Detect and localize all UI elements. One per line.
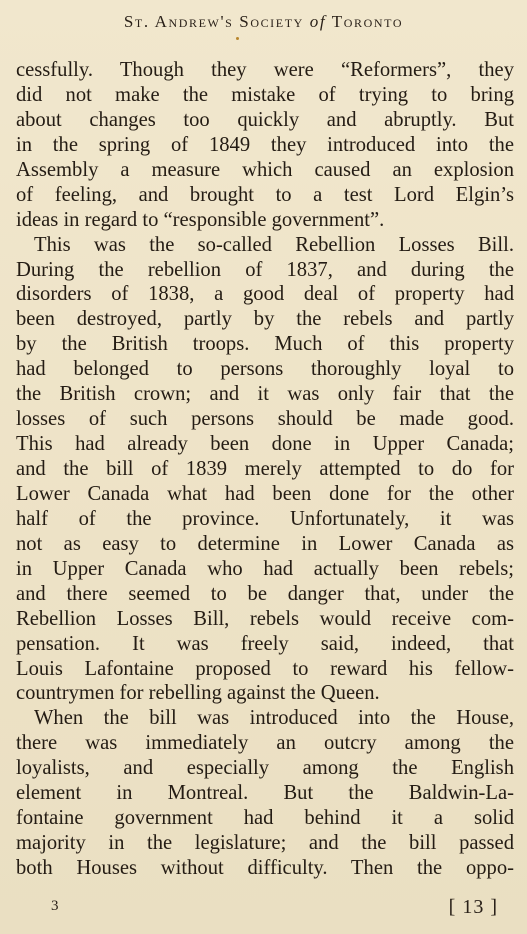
text-line: not as easy to determine in Lower Canada as	[16, 532, 514, 555]
text-line: During the rebellion of 1837, and during the	[16, 258, 514, 281]
signature-mark: 3	[51, 898, 59, 914]
text-line: majority in the legislature; and the bill passed	[16, 832, 514, 855]
text-line: been destroyed, partly by the rebels and partly	[16, 308, 514, 331]
text-line: When the bill was introduced into the House,	[34, 707, 514, 730]
text-line: about changes too quickly and abruptly. But	[16, 108, 514, 131]
running-header	[0, 12, 527, 32]
text-line: in Upper Canada who had actually been rebels;	[16, 557, 514, 580]
text-line: there was immediately an outcry among the	[16, 732, 514, 755]
text-line: the British crown; and it was only fair that the	[16, 383, 514, 406]
text-line: pensation. It was freely said, indeed, that	[16, 632, 514, 655]
text-line: and there seemed to be danger that, under the	[16, 582, 514, 605]
text-line: had belonged to persons thoroughly loyal to	[16, 358, 514, 381]
text-line: This had already been done in Upper Canada;	[16, 433, 514, 456]
text-line: Lower Canada what had been done for the other	[16, 482, 514, 505]
ornament-dot	[236, 37, 239, 40]
text-line: Louis Lafontaine proposed to reward his fellow-	[16, 657, 514, 680]
text-line: countrymen for rebelling against the Queen.	[16, 682, 380, 705]
text-line: cessfully. Though they were “Reformers”, they	[16, 59, 514, 81]
text-line: both Houses without difficulty. Then the oppo-	[16, 857, 514, 879]
text-line: disorders of 1838, a good deal of property had	[16, 283, 514, 306]
page-number: [ 13 ]	[448, 896, 498, 918]
body-text	[16, 58, 514, 881]
text-line: of feeling, and brought to a test Lord Elgin’s	[16, 183, 514, 206]
text-line: in the spring of 1849 they introduced into the	[16, 133, 514, 156]
text-line: and the bill of 1839 merely attempted to do for	[16, 458, 514, 480]
text-line: Assembly a measure which caused an explosion	[16, 158, 514, 181]
text-line: ideas in regard to “responsible government”.	[16, 208, 385, 231]
text-line: losses of such persons should be made good.	[16, 408, 514, 431]
text-line: element in Montreal. But the Baldwin-La-	[16, 782, 514, 805]
running-header-of: of	[309, 12, 327, 31]
text-line: half of the province. Unfortunately, it was	[16, 507, 514, 530]
text-line: This was the so-called Rebellion Losses Bill.	[34, 233, 514, 256]
text-line: Rebellion Losses Bill, rebels would receive com-	[16, 607, 514, 630]
text-line: did not make the mistake of trying to bring	[16, 83, 514, 106]
running-header-city: Toronto	[331, 12, 404, 31]
text-line: by the British troops. Much of this property	[16, 333, 514, 356]
text-line: fontaine government had behind it a solid	[16, 807, 514, 830]
running-header-title: St. Andrew's Society	[123, 12, 304, 31]
text-line: loyalists, and especially among the English	[16, 757, 514, 780]
